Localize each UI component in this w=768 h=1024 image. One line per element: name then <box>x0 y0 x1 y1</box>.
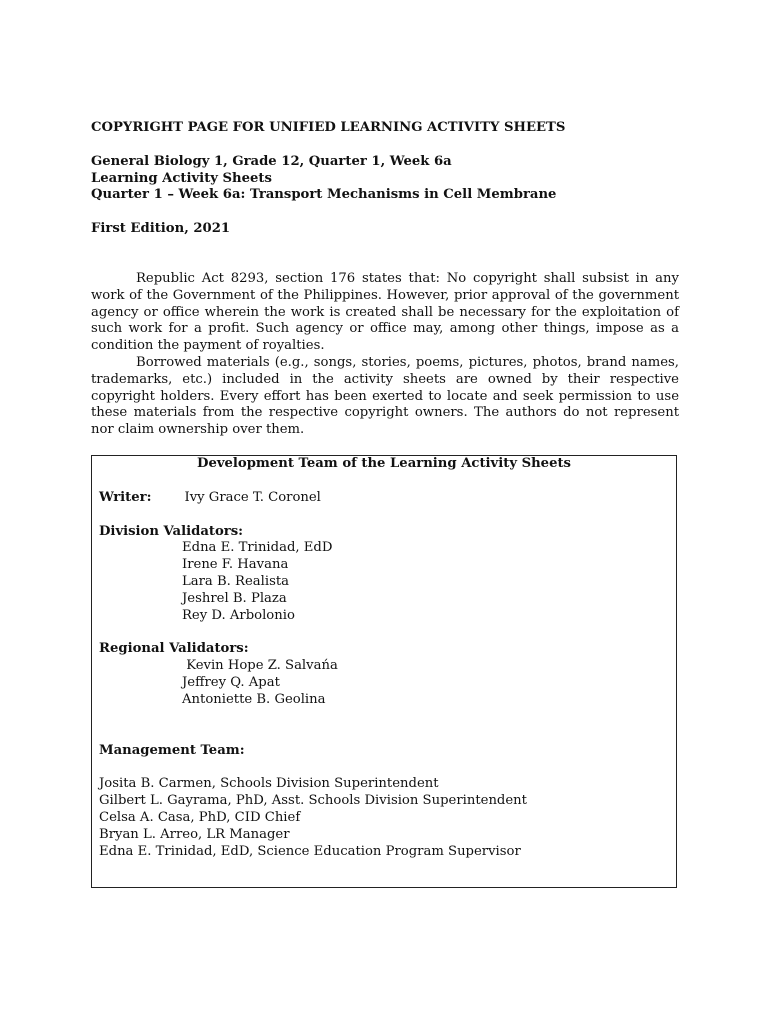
copyright-title: COPYRIGHT PAGE FOR UNIFIED LEARNING ACTIVITY SHEETS <box>91 120 566 135</box>
writer-label: Writer: <box>99 489 152 505</box>
copyright-paragraph-2: Borrowed materials (e.g., songs, stories, poems, pictures, photos, brand names, trademarks, etc.) included in the activity sheets are owned by their respective copyright holders. Every effort has been exerted to locate and seek permission to use these materials from the respective copyright owners. The authors do not represent nor claim ownership over them. <box>91 354 679 438</box>
list-item: Edna E. Trinidad, EdD, Science Education Program Supervisor <box>99 843 521 859</box>
list-item: Gilbert L. Gayrama, PhD, Asst. Schools Division Superintendent <box>99 793 527 809</box>
edition-line: First Edition, 2021 <box>91 221 231 237</box>
list-item: Irene F. Havana <box>182 557 289 573</box>
list-item: Celsa A. Casa, PhD, CID Chief <box>99 809 301 825</box>
management-team-label: Management Team: <box>99 742 245 758</box>
subject-line: General Biology 1, Grade 12, Quarter 1, Week 6a <box>91 153 452 169</box>
development-team-box <box>91 455 677 888</box>
topic-line: Quarter 1 – Week 6a: Transport Mechanisms in Cell Membrane <box>91 187 557 203</box>
management-team-list <box>99 776 669 860</box>
division-validators-list <box>99 540 669 624</box>
list-item: Edna E. Trinidad, EdD <box>182 540 333 556</box>
writer-name: Ivy Grace T. Coronel <box>184 489 321 505</box>
copyright-paragraph-1: Republic Act 8293, section 176 states that: No copyright shall subsist in any work of the Government of the Philippines. However, prior approval of the government agency or office wherein the work is created shall be necessary for the exploitation of such work for a profit. Such agency or office may, among other things, impose as a condition the payment of royalties. <box>91 270 679 354</box>
list-item: Rey D. Arbolonio <box>182 607 295 623</box>
team-box-title: Development Team of the Learning Activity Sheets <box>197 456 571 471</box>
list-item: Lara B. Realista <box>182 573 290 589</box>
list-item: Bryan L. Arreo, LR Manager <box>99 826 290 842</box>
sheet-type: Learning Activity Sheets <box>91 170 272 186</box>
division-validators-label: Division Validators: <box>99 523 244 539</box>
writer-row <box>99 490 669 507</box>
list-item: Josita B. Carmen, Schools Division Superintendent <box>99 776 439 792</box>
list-item: Jeffrey Q. Apat <box>182 674 280 690</box>
copyright-page <box>91 120 679 859</box>
regional-validators-label: Regional Validators: <box>99 641 249 657</box>
regional-validators-list <box>99 658 669 708</box>
list-item: Jeshrel B. Plaza <box>182 590 287 606</box>
list-item: Kevin Hope Z. Salvańa <box>182 658 338 674</box>
list-item: Antoniette B. Geolina <box>182 691 326 707</box>
